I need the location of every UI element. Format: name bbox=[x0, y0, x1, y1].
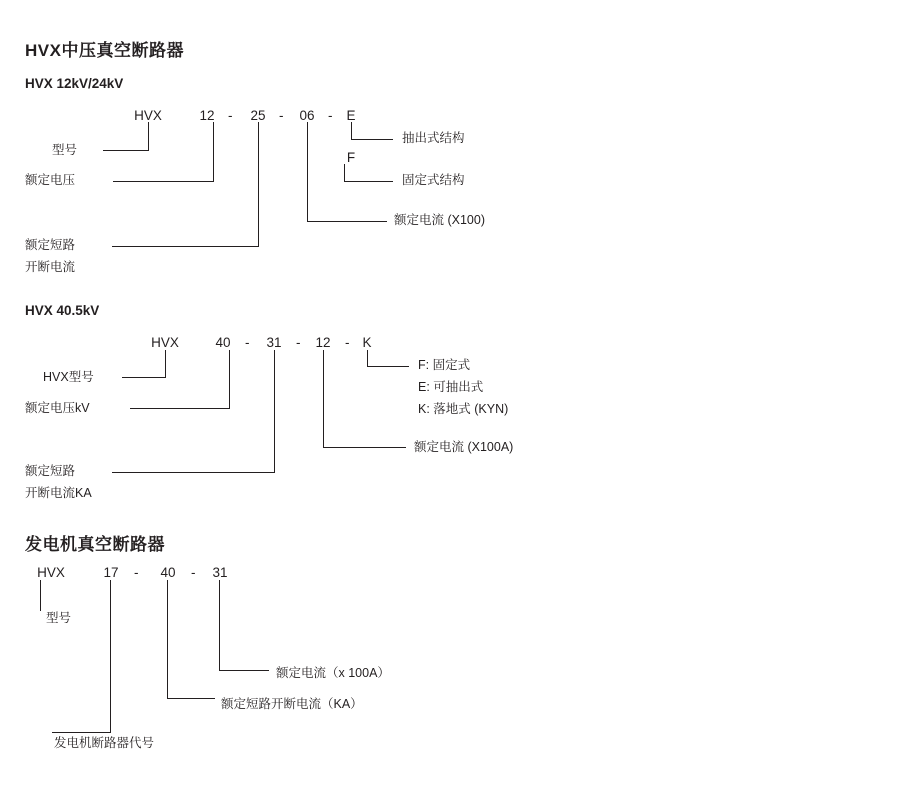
code2-separator: - bbox=[345, 335, 350, 350]
leader-line bbox=[351, 139, 393, 140]
label-rated-current: 额定电流 (X100) bbox=[394, 213, 485, 227]
section-1-title: HVX中压真空断路器 bbox=[25, 41, 184, 60]
code2-part-voltage: 40 bbox=[215, 335, 231, 350]
code-separator: - bbox=[228, 108, 233, 123]
code2-separator: - bbox=[296, 335, 301, 350]
code3-part-breaking-current: 40 bbox=[160, 565, 176, 580]
code-separator: - bbox=[279, 108, 284, 123]
code-part-structure: E bbox=[346, 108, 356, 123]
label-breaking-current2-line1: 额定短路 bbox=[25, 464, 76, 478]
label-rated-voltage-kv: 额定电压kV bbox=[25, 401, 90, 415]
label-breaking-current-line1: 额定短路 bbox=[25, 238, 76, 252]
leader-line bbox=[307, 122, 308, 221]
label-rated-voltage: 额定电压 bbox=[25, 173, 76, 187]
section-2-subtitle: HVX 40.5kV bbox=[25, 303, 100, 318]
leader-line bbox=[40, 580, 41, 611]
label-rated-current3: 额定电流（x 100A） bbox=[276, 666, 390, 680]
label-model3: 型号 bbox=[46, 611, 72, 625]
leader-line bbox=[167, 580, 168, 698]
leader-line bbox=[274, 350, 275, 472]
code3-separator: - bbox=[191, 565, 196, 580]
leader-line bbox=[258, 122, 259, 246]
label-withdrawable-type: E: 可抽出式 bbox=[418, 380, 484, 394]
leader-line bbox=[148, 122, 149, 150]
label-breaking-current3: 额定短路开断电流（KA） bbox=[221, 697, 363, 711]
code3-part-generator-code: 17 bbox=[103, 565, 119, 580]
code-part-hvx: HVX bbox=[134, 108, 162, 123]
code2-part-rated-current: 12 bbox=[315, 335, 331, 350]
code3-part-hvx: HVX bbox=[37, 565, 65, 580]
code2-part-breaking-current: 31 bbox=[266, 335, 282, 350]
leader-line bbox=[323, 447, 406, 448]
leader-line bbox=[367, 350, 368, 366]
leader-line bbox=[165, 350, 166, 377]
leader-line bbox=[112, 246, 259, 247]
leader-line bbox=[110, 580, 111, 732]
leader-line bbox=[344, 181, 393, 182]
leader-line bbox=[112, 472, 275, 473]
label-model: 型号 bbox=[52, 143, 78, 157]
leader-line bbox=[307, 221, 387, 222]
code2-separator: - bbox=[245, 335, 250, 350]
code-separator: - bbox=[328, 108, 333, 123]
code3-part-rated-current: 31 bbox=[212, 565, 228, 580]
section-1-subtitle: HVX 12kV/24kV bbox=[25, 76, 124, 91]
label-withdrawable-structure: 抽出式结构 bbox=[402, 131, 465, 145]
leader-line bbox=[219, 580, 220, 670]
code2-part-structure: K bbox=[362, 335, 372, 350]
code2-part-hvx: HVX bbox=[151, 335, 179, 350]
label-breaking-current2-line2: 开断电流KA bbox=[25, 486, 92, 500]
leader-line bbox=[52, 732, 111, 733]
leader-line bbox=[229, 350, 230, 408]
leader-line bbox=[167, 698, 215, 699]
label-rated-current2: 额定电流 (X100A) bbox=[414, 440, 514, 454]
leader-line bbox=[219, 670, 269, 671]
section-3-title: 发电机真空断路器 bbox=[25, 535, 165, 554]
code-part-structure-alt: F bbox=[346, 150, 356, 165]
leader-line bbox=[113, 181, 214, 182]
leader-line bbox=[122, 377, 166, 378]
leader-line bbox=[367, 366, 409, 367]
code3-separator: - bbox=[134, 565, 139, 580]
leader-line bbox=[103, 150, 149, 151]
code-part-rated-current: 06 bbox=[299, 108, 315, 123]
code-part-voltage: 12 bbox=[199, 108, 215, 123]
label-fixed-type: F: 固定式 bbox=[418, 358, 471, 372]
label-fixed-structure: 固定式结构 bbox=[402, 173, 465, 187]
leader-line bbox=[351, 122, 352, 139]
leader-line bbox=[130, 408, 230, 409]
leader-line bbox=[213, 122, 214, 181]
label-hvx-model: HVX型号 bbox=[43, 370, 94, 384]
leader-line bbox=[323, 350, 324, 447]
leader-line bbox=[344, 164, 345, 181]
label-breaking-current-line2: 开断电流 bbox=[25, 260, 76, 274]
code-part-breaking-current: 25 bbox=[250, 108, 266, 123]
label-floor-type: K: 落地式 (KYN) bbox=[418, 402, 509, 416]
label-generator-code: 发电机断路器代号 bbox=[54, 736, 155, 750]
